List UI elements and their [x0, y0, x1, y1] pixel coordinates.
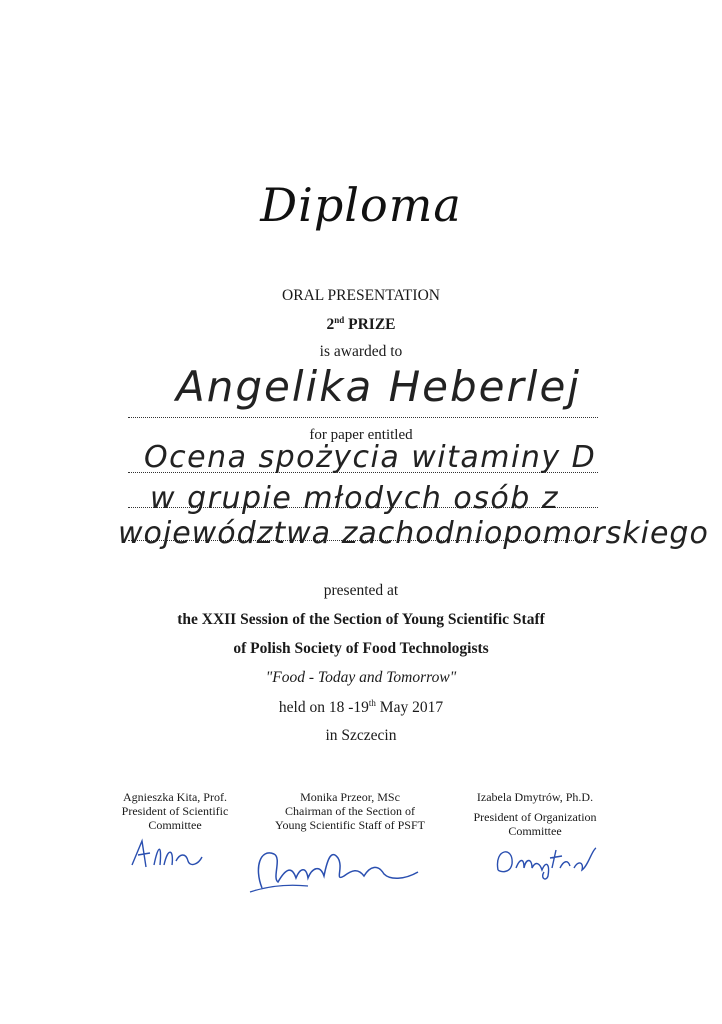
- signatory-block-1: [100, 790, 250, 832]
- awarded-to-label: is awarded to: [319, 343, 403, 360]
- prize-number: 2: [326, 316, 335, 334]
- event-date-suffix: th: [368, 698, 376, 708]
- paper-title-line-2: w grupie młodych osób z: [150, 481, 560, 516]
- signatory-block-2: [270, 790, 430, 832]
- signatory-name: Monika Przeor, MSc: [300, 790, 400, 804]
- session-name: the XXII Session of the Section of Young Scientific Staff: [177, 611, 545, 628]
- signatory-block-3: [460, 790, 610, 838]
- presented-at-label: presented at: [323, 582, 399, 599]
- signature-kita: [128, 835, 208, 875]
- paper-title-line-1: Ocena spożycia witaminy D: [144, 440, 597, 475]
- prize-text: PRIZE: [348, 316, 396, 334]
- signature-przeor: [248, 838, 428, 898]
- signature-dmytrow: [492, 840, 604, 880]
- prize-label: [0, 315, 722, 334]
- event-date-rest: May 2017: [375, 699, 444, 717]
- paper-intro: for paper entitled: [309, 427, 413, 443]
- signatory-name: Agnieszka Kita, Prof.: [123, 790, 227, 804]
- event-theme: "Food - Today and Tomorrow": [265, 669, 457, 686]
- event-city: in Szczecin: [325, 727, 397, 744]
- signatory-name: Izabela Dmytrów, Ph.D.: [476, 790, 594, 804]
- signatory-role: Chairman of the Section of Young Scientific Staff of PSFT: [275, 804, 425, 832]
- category-label: ORAL PRESENTATION: [282, 287, 440, 304]
- recipient-name: Angelika Heberlej: [176, 362, 581, 411]
- signatory-role: President of Organization Committee: [473, 810, 597, 838]
- event-date-prefix: held on 18 -19: [278, 699, 369, 717]
- event-date: [0, 698, 722, 717]
- signatory-role: President of Scientific Committee: [121, 804, 229, 832]
- society-name: of Polish Society of Food Technologists: [233, 640, 489, 657]
- paper-title-line-3: województwa zachodniopomorskiego: [118, 516, 709, 551]
- prize-suffix: nd: [334, 315, 345, 325]
- diploma-title: Diploma: [260, 178, 462, 232]
- recipient-dotted-line: [128, 417, 598, 418]
